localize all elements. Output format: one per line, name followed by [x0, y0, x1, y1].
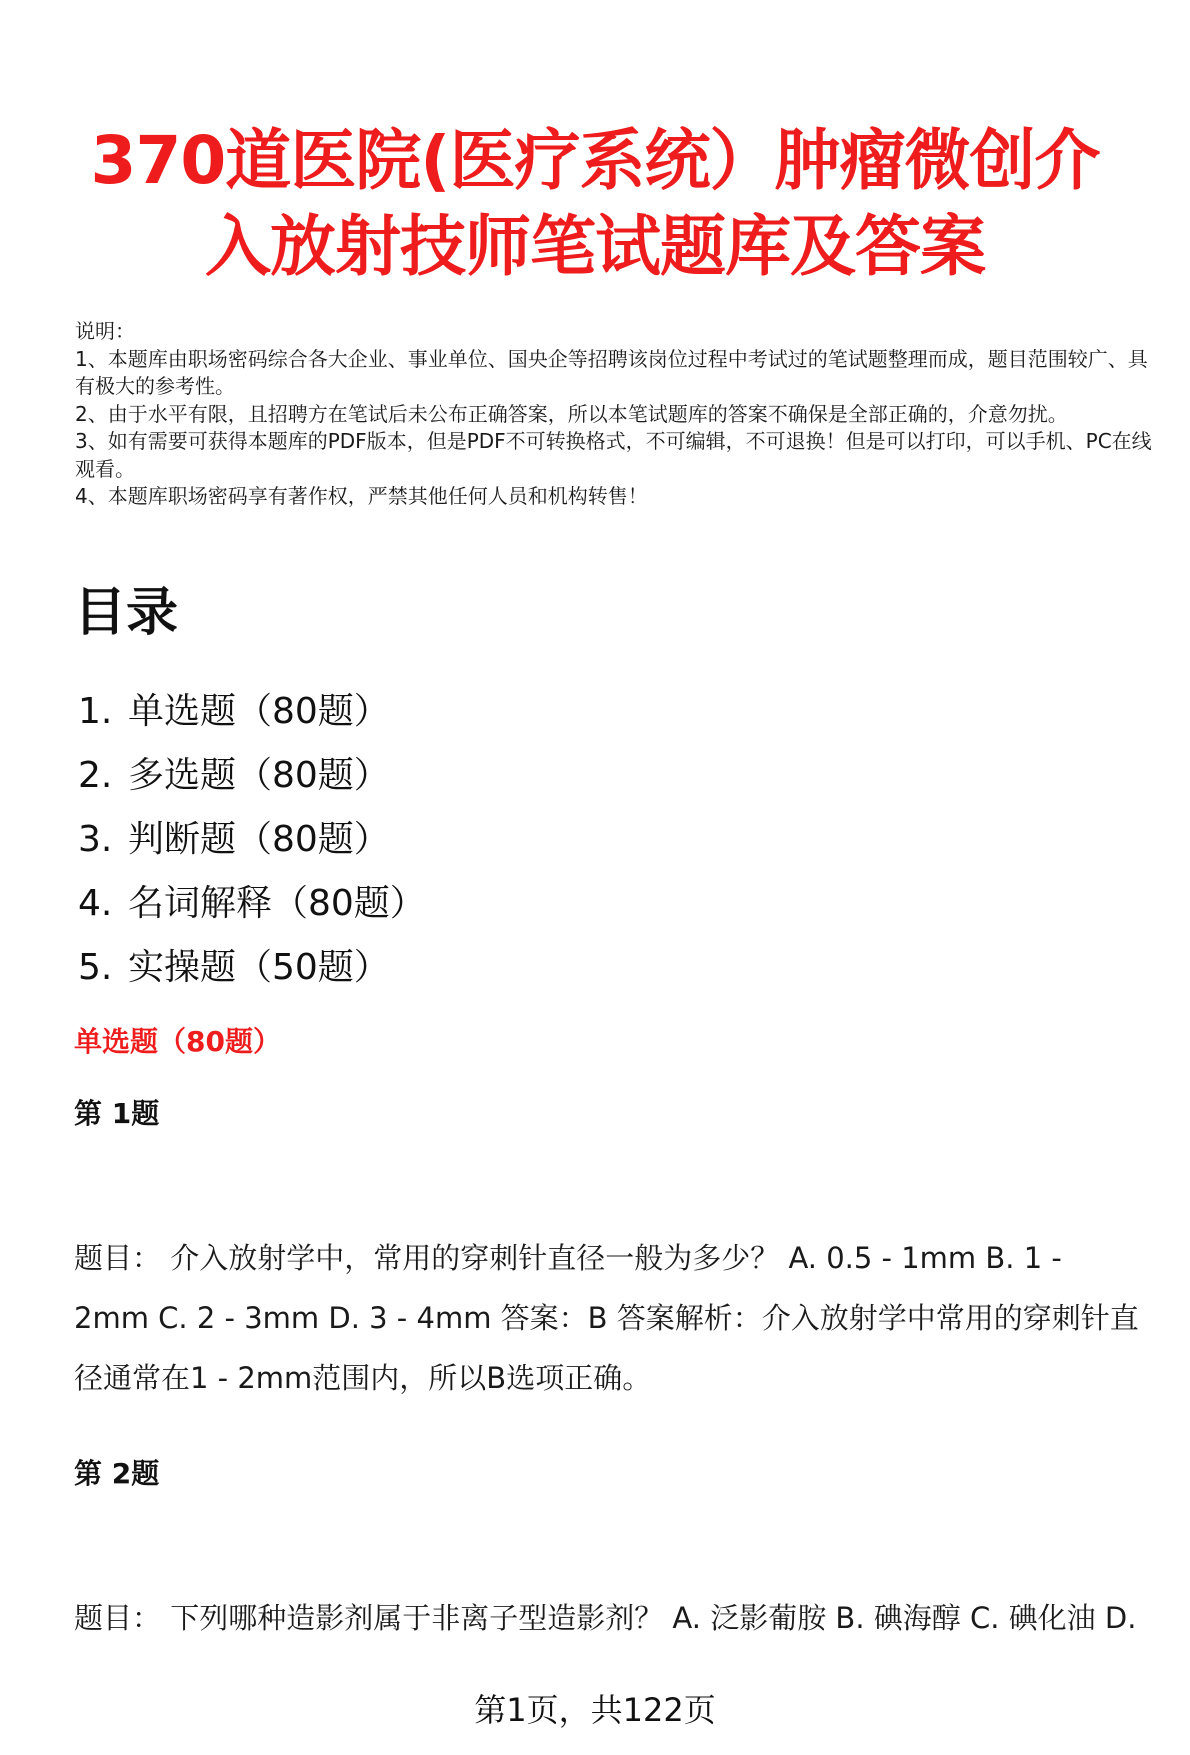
toc-item-label: 多选题（80题）: [128, 755, 390, 796]
section-heading: 单选题（80题）: [74, 1025, 281, 1058]
instructions-line: 2、由于水平有限，且招聘方在笔试后未公布正确答案，所以本笔试题库的答案不确保是全部正确的，介意勿扰。: [75, 401, 1068, 426]
toc-item-number: 4.: [78, 883, 113, 924]
toc-list: [78, 680, 426, 1000]
document-title: 370道医院(医疗系统）肿瘤微创介入放射技师笔试题库及答案: [90, 122, 1100, 285]
toc-item-term-definition[interactable]: [78, 872, 426, 936]
toc-item-number: 5.: [78, 947, 113, 988]
question-heading: 第 2题: [74, 1457, 160, 1490]
toc-heading: 目录: [74, 583, 179, 643]
toc-item-number: 2.: [78, 755, 113, 796]
question-heading: 第 1题: [74, 1097, 160, 1130]
toc-item-practical[interactable]: [78, 936, 426, 1000]
toc-item-true-false[interactable]: [78, 808, 426, 872]
question-body: 题目： 下列哪种造影剂属于非离子型造影剂？ A. 泛影葡胺 B. 碘海醇 C. 碘化油 D.: [74, 1601, 1137, 1635]
toc-item-number: 3.: [78, 819, 113, 860]
toc-item-number: 1.: [78, 691, 113, 732]
toc-item-multiple-choice[interactable]: [78, 744, 426, 808]
toc-item-label: 单选题（80题）: [128, 691, 390, 732]
instructions-line: 4、本题库职场密码享有著作权，严禁其他任何人员和机构转售！: [75, 484, 648, 508]
question-body: 题目： 介入放射学中，常用的穿刺针直径一般为多少？ A. 0.5 - 1mm B. 1 - 2mm C. 2 - 3mm D. 3 - 4mm 答案：B 答案解析：介入放射学中常用的穿刺针直径通常在1 - 2mm范围内，所以B选项正确。: [74, 1241, 1139, 1395]
page-number: 第1页，共122页: [474, 1691, 716, 1729]
toc-item-label: 判断题（80题）: [128, 819, 390, 860]
instructions-line: 3、如有需要可获得本题库的PDF版本，但是PDF不可转换格式，不可编辑，不可退换！但是可以打印，可以手机、PC在线观看。: [75, 429, 1152, 481]
toc-item-single-choice[interactable]: [78, 680, 426, 744]
instructions-line: 1、本题库由职场密码综合各大企业、事业单位、国央企等招聘该岗位过程中考试过的笔试题整理而成，题目范围较广、具有极大的参考性。: [75, 346, 1148, 398]
toc-item-label: 实操题（50题）: [128, 947, 390, 988]
instructions-block: [75, 318, 1155, 511]
instructions-heading: 说明：: [75, 319, 135, 343]
toc-item-label: 名词解释（80题）: [128, 883, 426, 924]
